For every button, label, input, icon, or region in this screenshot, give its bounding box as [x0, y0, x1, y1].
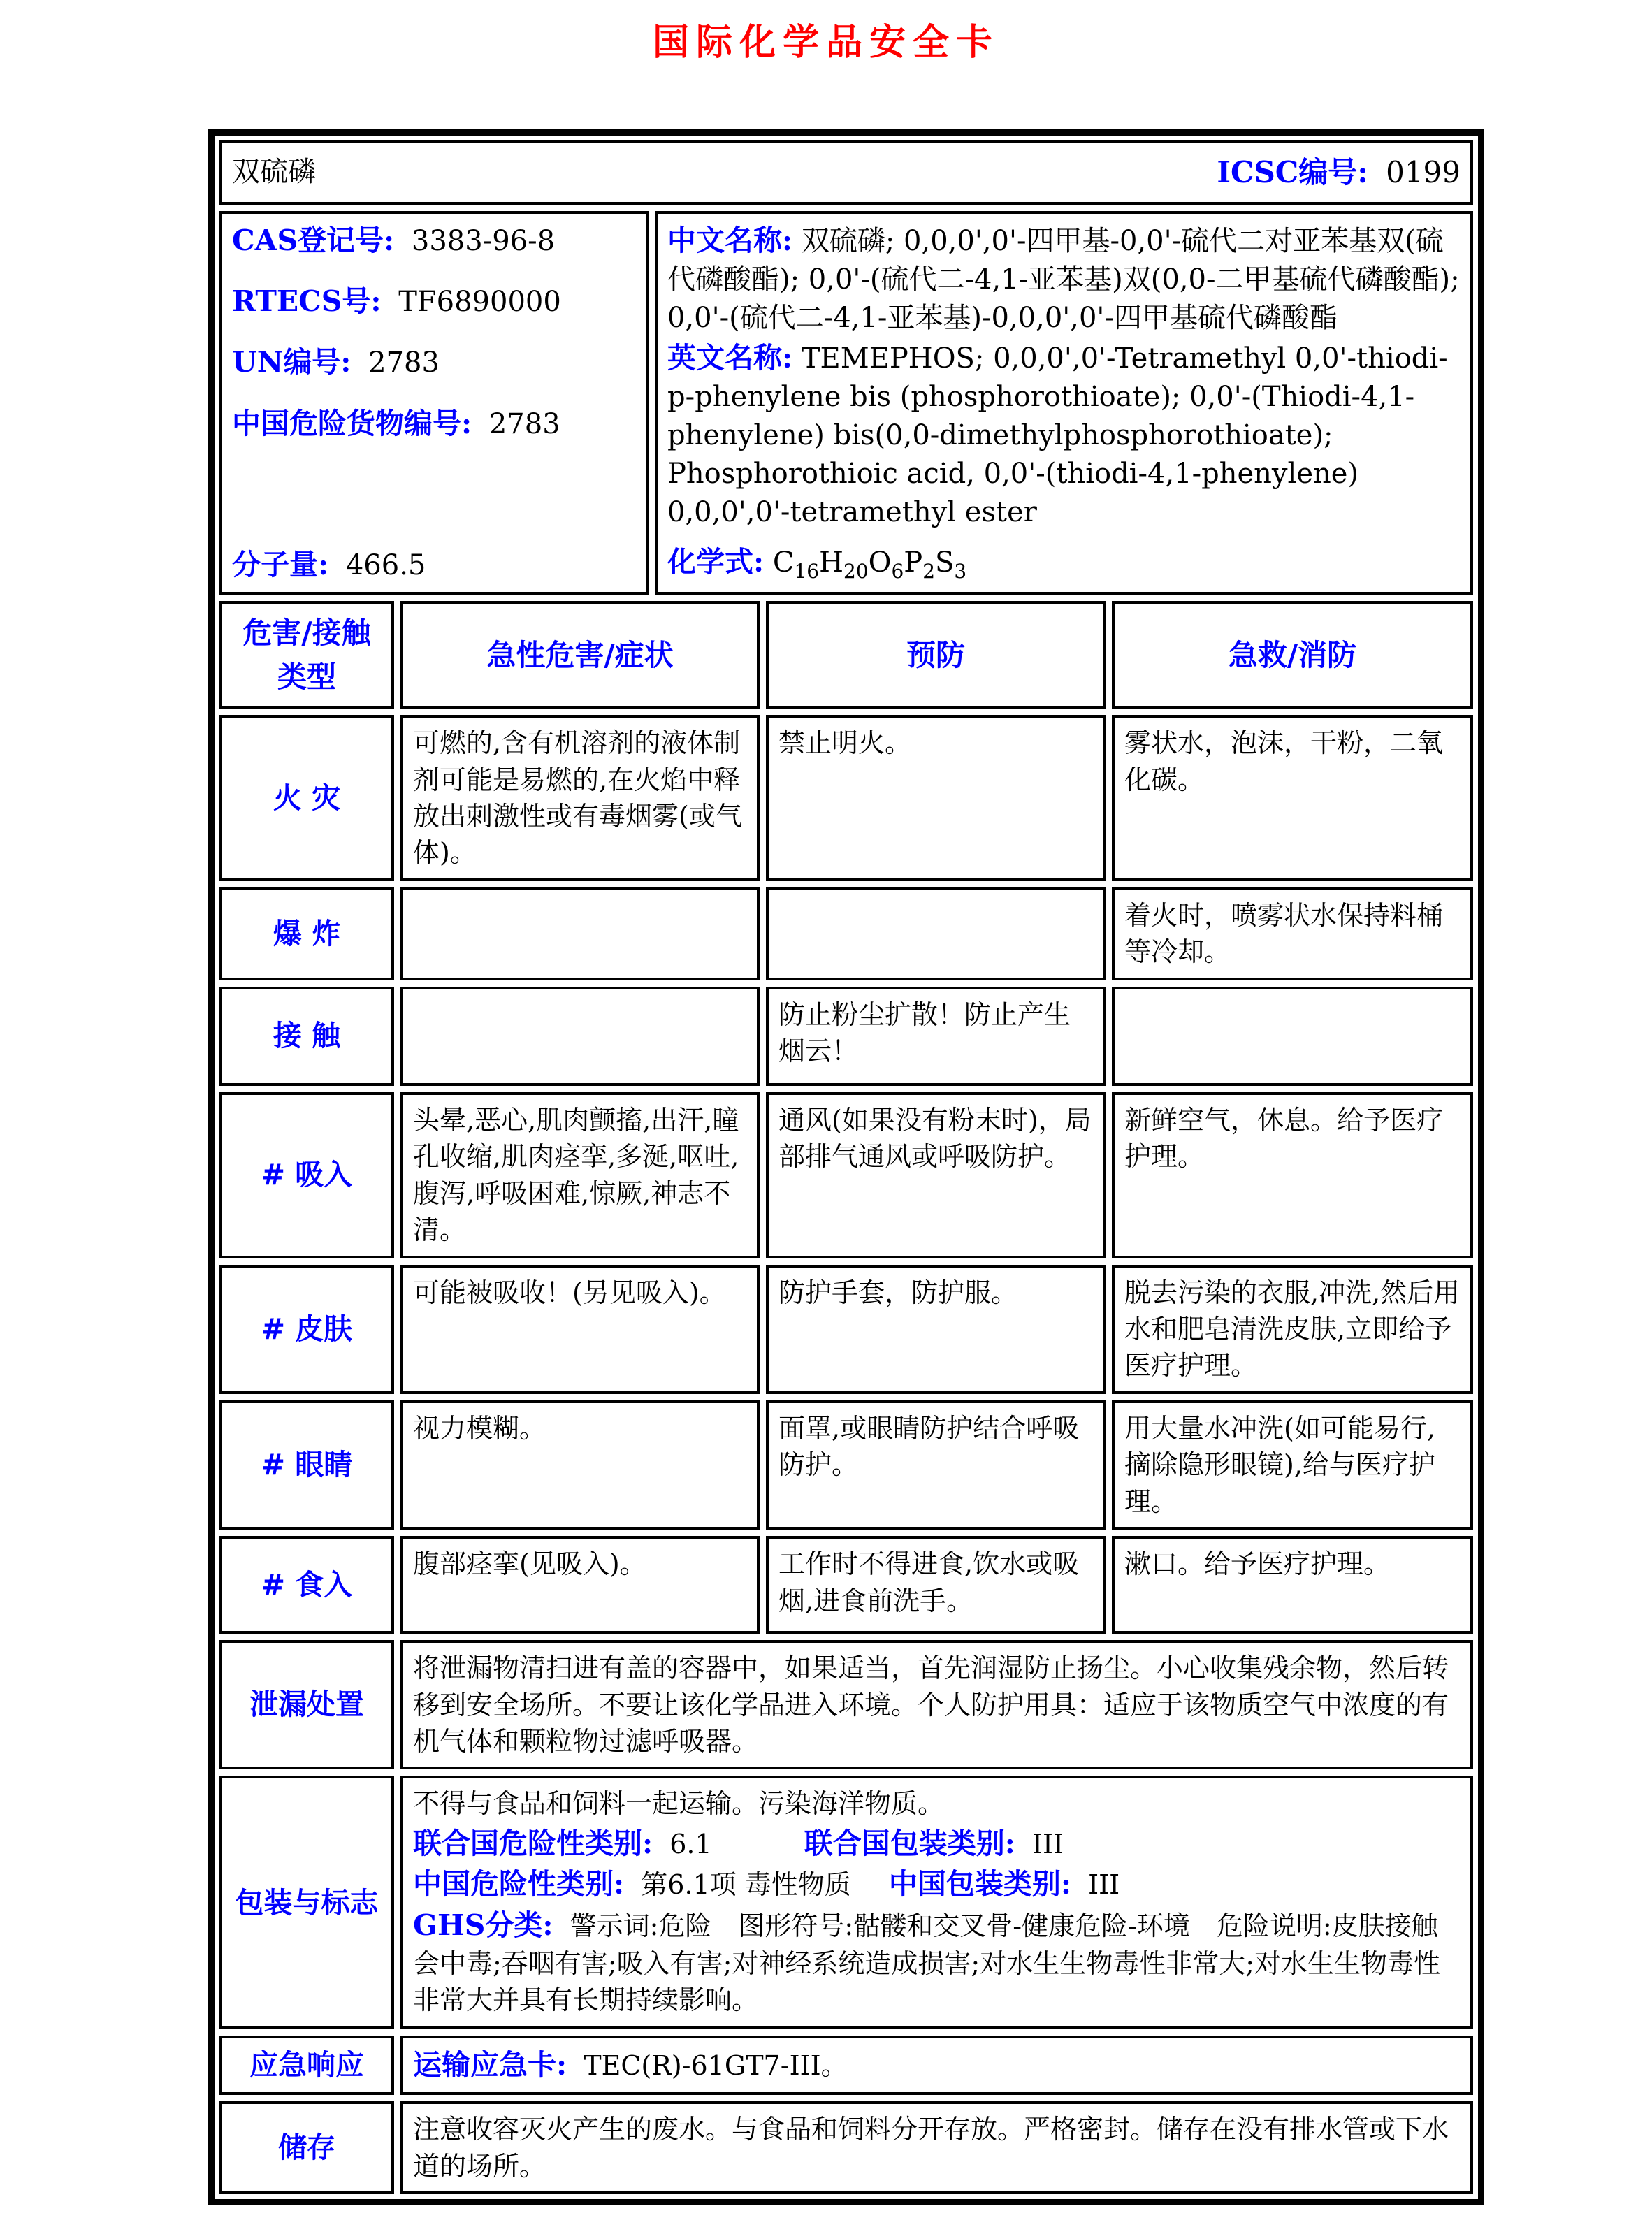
safety-card-table: [208, 129, 1484, 2205]
hazard-type-skin: # 皮肤: [219, 1265, 394, 1394]
fire-prevention: 禁止明火。: [766, 715, 1106, 881]
ingestion-response: 漱口。给予医疗护理。: [1112, 1536, 1473, 1634]
hazard-row-fire: [219, 715, 1473, 881]
hazard-type-exposure: 接 触: [219, 987, 394, 1086]
transport-emergency-card-label: 运输应急卡:: [413, 2048, 567, 2082]
inhalation-response: 新鲜空气，休息。给予医疗护理。: [1112, 1092, 1473, 1258]
english-name-paragraph: [667, 338, 1461, 532]
chemical-formula-label: 化学式:: [667, 544, 765, 579]
explosion-response: 着火时，喷雾状水保持料桶等冷却。: [1112, 887, 1473, 980]
cn-classification-line: [413, 1864, 1461, 1904]
cas-number-line: [232, 221, 636, 261]
storage-row: [219, 2101, 1473, 2194]
icsc-number-field: [1217, 152, 1461, 193]
hazard-row-exposure: [219, 987, 1473, 1086]
rtecs-number-line: [232, 282, 636, 321]
card-header-row: [219, 140, 1473, 205]
cas-value: 3383-96-8: [411, 225, 556, 257]
ingestion-prevention: 工作时不得进食,饮水或吸烟,进食前洗手。: [766, 1536, 1106, 1634]
rtecs-label: RTECS号:: [232, 284, 382, 319]
icsc-number: 0199: [1386, 155, 1461, 190]
explosion-prevention: [766, 887, 1106, 980]
ingestion-symptoms: 腹部痉挛(见吸入)。: [400, 1536, 760, 1634]
un-label: UN编号:: [232, 345, 352, 379]
cn-pack-group-value: III: [1088, 1869, 1120, 1901]
header-hazard-type-text: 危害/接触 类型: [242, 616, 371, 695]
eyes-response: 用大量水冲洗(如可能易行,摘除隐形眼镜),给与医疗护理。: [1112, 1400, 1473, 1530]
emergency-response-row: [219, 2036, 1473, 2095]
hazard-row-ingestion: [219, 1536, 1473, 1634]
hazard-row-eyes: [219, 1400, 1473, 1530]
registry-ids-cell: [219, 211, 649, 595]
un-hazard-class-value: 6.1: [669, 1828, 712, 1859]
names-cell: [655, 211, 1473, 595]
spill-disposal-text: 将泄漏物清扫进有盖的容器中，如果适当，首先润湿防止扬尘。小心收集残余物，然后转移到安全场所。不要让该化学品进入环境。个人防护用具：适应于该物质空气中浓度的有机气体和颗粒物过滤呼吸器。: [400, 1640, 1473, 1769]
header-prevention: 预防: [766, 601, 1106, 709]
packaging-row: [219, 1776, 1473, 2029]
icsc-label: ICSC编号:: [1217, 155, 1368, 190]
chinese-name-value: 双硫磷; 0,0,0',0'-四甲基-0,0'-硫代二对亚苯基双(硫代磷酸酯); 0,0'-(硫代二-4,1-亚苯基)双(0,0-二甲基硫代磷酸酯); 0,0'-(硫代二-4,1-亚苯基)-0,0,0',0'-四甲基硫代磷酸酯: [667, 225, 1460, 335]
exposure-prevention: 防止粉尘扩散！防止产生烟云！: [766, 987, 1106, 1086]
cas-label: CAS登记号:: [232, 224, 395, 257]
molecular-weight-label: 分子量:: [232, 547, 329, 581]
hazard-type-fire: 火 灾: [219, 715, 394, 881]
hazard-row-explosion: [219, 887, 1473, 980]
spill-disposal-row: [219, 1640, 1473, 1769]
identification-row: [219, 211, 1473, 595]
emergency-response-content: [400, 2036, 1473, 2095]
exposure-symptoms: [400, 987, 760, 1086]
inhalation-symptoms: 头晕,恶心,肌肉颤搐,出汗,瞳孔收缩,肌肉痉挛,多涎,呕吐,腹泻,呼吸困难,惊厥,神志不清。: [400, 1092, 760, 1258]
cn-goods-label: 中国危险货物编号:: [232, 406, 472, 440]
cn-pack-group-label: 中国包装类别:: [888, 1867, 1071, 1901]
emergency-response-label: 应急响应: [219, 2036, 394, 2095]
un-classification-line: [413, 1824, 1461, 1864]
skin-response: 脱去污染的衣服,冲洗,然后用水和肥皂清洗皮肤,立即给予医疗护理。: [1112, 1265, 1473, 1394]
chinese-name-paragraph: [667, 221, 1461, 338]
header-hazard-type: [219, 601, 394, 709]
storage-text: 注意收容灭火产生的废水。与食品和饲料分开存放。严格密封。储存在没有排水管或下水道的场所。: [400, 2101, 1473, 2194]
hazard-row-skin: [219, 1265, 1473, 1394]
eyes-symptoms: 视力模糊。: [400, 1400, 760, 1530]
cn-goods-value: 2783: [488, 407, 560, 440]
chemical-formula-value: $C_{16}H_{20}O_6P_2S_3$: [772, 546, 967, 583]
english-name-value: TEMEPHOS; 0,0,0',0'-Tetramethyl 0,0'-thiodi-p-phenylene bis (phosphorothioate); 0,0'-(Thiodi-4,1-phenylene) bis(0,0-dimethylphosphorothioate); Phosphorothioic acid, 0,0'-(thiodi-4,1-phenylene) 0,0,0',0'-tetramethyl ester: [667, 342, 1448, 529]
un-hazard-class-label: 联合国危险性类别:: [413, 1826, 653, 1860]
storage-label: 储存: [219, 2101, 394, 2194]
un-number-line: [232, 342, 636, 382]
fire-symptoms: 可燃的,含有机溶剂的液体制剂可能是易燃的,在火焰中释放出刺激性或有毒烟雾(或气体)。: [400, 715, 760, 881]
chemical-formula-line: [667, 542, 1461, 586]
ghs-value: 警示词:危险 图形符号:骷髅和交叉骨-健康危险-环境 危险说明:皮肤接触会中毒;吞咽有害;吸入有害;对神经系统造成损害;对水生生物毒性非常大;对水生生物毒性非常大并具有长期持续影响。: [413, 1910, 1441, 2016]
molecular-weight-line: [232, 545, 636, 585]
cn-hazard-class-value: 第6.1项 毒性物质: [641, 1869, 851, 1901]
hazard-type-explosion: 爆 炸: [219, 887, 394, 980]
hazard-type-inhalation: # 吸入: [219, 1092, 394, 1258]
inhalation-prevention: 通风(如果没有粉末时)，局部排气通风或呼吸防护。: [766, 1092, 1106, 1258]
molecular-weight-value: 466.5: [345, 549, 426, 581]
un-pack-group-label: 联合国包装类别:: [804, 1826, 1015, 1860]
skin-prevention: 防护手套，防护服。: [766, 1265, 1106, 1394]
chinese-name-label: 中文名称:: [667, 224, 793, 257]
explosion-symptoms: [400, 887, 760, 980]
page-title: 国际化学品安全卡: [652, 21, 999, 64]
hazard-header-row: [219, 601, 1473, 709]
ghs-classification-line: [413, 1906, 1461, 2018]
fire-response: 雾状水，泡沫，干粉，二氧化碳。: [1112, 715, 1473, 881]
cn-hazard-class-label: 中国危险性类别:: [413, 1867, 625, 1901]
hazard-row-inhalation: [219, 1092, 1473, 1258]
hazard-type-ingestion: # 食入: [219, 1536, 394, 1634]
packaging-content: [400, 1776, 1473, 2029]
cn-goods-number-line: [232, 404, 636, 444]
un-value: 2783: [368, 347, 440, 379]
english-name-label: 英文名称:: [667, 340, 793, 375]
un-pack-group-value: III: [1032, 1828, 1064, 1859]
ghs-label: GHS分类:: [413, 1908, 553, 1943]
transport-emergency-card-value: TEC(R)-61GT7-III。: [584, 2050, 848, 2082]
substance-name: 双硫磷: [232, 156, 316, 189]
header-symptoms: 急性危害/症状: [400, 601, 760, 709]
hazard-type-eyes: # 眼睛: [219, 1400, 394, 1530]
skin-symptoms: 可能被吸收！(另见吸入)。: [400, 1265, 760, 1394]
packaging-transport-note: 不得与食品和饲料一起运输。污染海洋物质。: [413, 1788, 945, 1820]
packaging-label: 包装与标志: [219, 1776, 394, 2029]
card-header-cell: [219, 140, 1473, 205]
registry-ids-block: [232, 221, 636, 444]
header-response: 急救/消防: [1112, 601, 1473, 709]
eyes-prevention: 面罩,或眼睛防护结合呼吸防护。: [766, 1400, 1106, 1530]
spill-disposal-label: 泄漏处置: [219, 1640, 394, 1769]
rtecs-value: TF6890000: [398, 286, 561, 319]
exposure-response: [1112, 987, 1473, 1086]
